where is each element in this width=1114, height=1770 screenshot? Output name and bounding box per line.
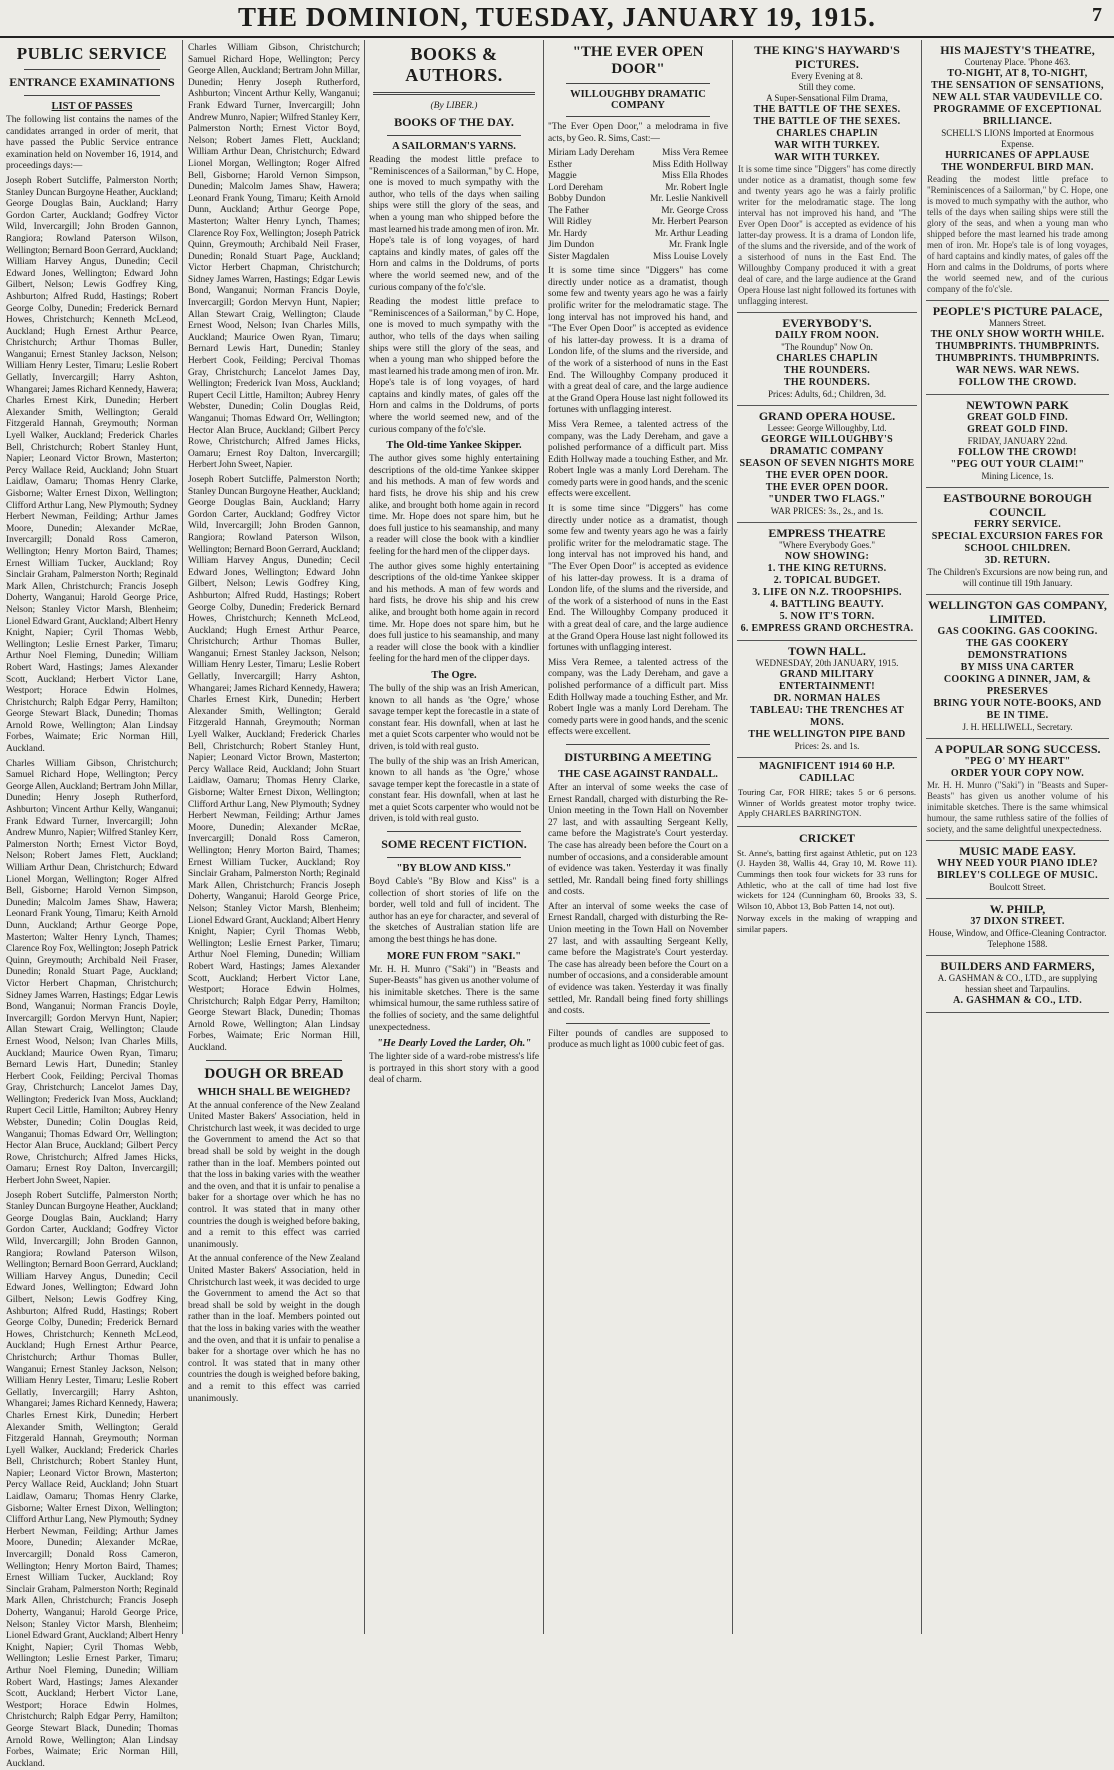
cast-role: Mr. Hardy [548,228,588,239]
column-rule [543,40,544,1634]
ad-heading: WELLINGTON GAS COMPANY, LIMITED. [928,598,1107,626]
cast-role: Esther [548,159,572,170]
article-body: The bully of the ship was an Irish American, known to all hands as 'the Ogre,' whose savage temper kept the forecastle in a state of constant fear. His downfall, when at last he met a quiet Scots carpenter who would not be driven, is told with real gusto. [369,683,539,752]
ad-line: 6. EMPRESS GRAND ORCHESTRA. [740,623,914,634]
article-heading: PUBLIC SERVICE [16,44,168,63]
column-amusements-2 [926,40,1109,1636]
ad-line: GREAT GOLD FIND. [967,424,1068,435]
ad-heading: BUILDERS AND FARMERS, [940,959,1095,973]
ad-line: THUMBPRINTS. THUMBPRINTS. [935,353,1100,364]
article-subheading: "BY BLOW AND KISS." [396,863,512,875]
ad-peoples-picture-palace [926,301,1109,395]
article-body: St. Anne's, batting first against Athletic, put on 123 (J. Hayden 38, Wallis 44, Gray 10, M. Rowe 11). Cummings then took four wickets for 33 runs for Athletic, who at the call of time had lost five wickets for 124 (Cunningham 60, Brooks 33, S. Wilson 10, Abbot 13, Bob Patten 14, not out). [737,847,917,911]
article-body: It is some time since "Diggers" has come directly under notice as a dramatist, though some few and twenty years ago he was a fairly prolific writer for the melodramatic stage. The long interval has not improved his hand, and "The Ever Open Door" is accepted as evidence of his latter-day prowess. It is a drama of London life, of the slums and the riverside, and of the work of a sisterhood of nuns in the East End. The Willoughby Company produced it with a great deal of care, and the large audience at the Grand Opera House last night followed its fortunes with unflagging interest. [548,266,728,416]
ad-line: A. GASHMAN & CO., LTD. [952,995,1083,1006]
ad-line: Every Evening at 8. [791,71,863,81]
ad-town-hall [737,641,917,758]
ad-line: SCHELL'S LIONS Imported at Enormous Expense. [941,128,1094,149]
ad-line: Prices: 2s. and 1s. [794,741,860,751]
ad-line: NEW ALL STAR VAUDEVILLE CO. [932,92,1103,103]
ad-heading: PEOPLE'S PICTURE PALACE, [932,304,1103,318]
cast-row [548,148,728,160]
ad-his-majestys [926,40,1109,301]
ad-line: Telephone 1588. [987,939,1048,949]
cast-row [548,171,728,183]
ad-everybodys [737,313,917,406]
ad-cadillac-hire [737,758,917,827]
ad-fill: Mr. H. H. Munro ("Saki") in "Beasts and Super-Beasts" has given us another volume of his inimitable sketches. There is the same whimsical humour, the same ruthless satire of the follies of society, and the same delightful unexpectedness. [927,780,1108,834]
cast-role: Sister Magdalen [548,251,610,262]
ad-line: DR. NORMAN HALES [773,693,881,704]
ad-line: THE BATTLE OF THE SEXES. [753,116,901,127]
ad-line: FOLLOW THE CROWD. [958,377,1077,388]
ad-line: The Children's Excursions are now being run, and will continue till 19th January. [927,567,1108,588]
cast-row [548,240,728,252]
ad-line: GAS COOKING. GAS COOKING. [937,626,1098,637]
ad-line: HURRICANES OF APPLAUSE [945,150,1090,161]
ad-kings-theatre [737,40,917,313]
ad-line: WEDNESDAY, 20th JANUARY, 1915. [755,658,899,668]
ad-line: SEASON OF SEVEN NIGHTS MORE [739,458,915,469]
ad-line: J. H. HELLIWELL, Secretary. [962,722,1073,732]
cast-role: Miriam Lady Dereham [548,148,635,159]
ad-line: "PEG OUT YOUR CLAIM!" [950,459,1085,470]
ad-line: 1. THE KING RETURNS. [767,563,887,574]
column-public-service [6,40,178,1769]
article-body: The lighter side of a ward-robe mistress's life is portrayed in this short story with a good deal of charm. [369,1052,539,1086]
article-subheading: WILLOUGHBY DRAMATIC COMPANY [570,89,706,111]
article-heading: CRICKET [798,830,855,845]
cast-row [548,252,728,264]
ad-line: Prices: Adults, 6d.; Children, 3d. [768,389,886,399]
cast-row [548,194,728,206]
ad-eastbourne-ferry [926,488,1109,595]
ad-heading: EVERYBODY'S. [782,316,872,330]
ad-line: THE ONLY SHOW WORTH WHILE. [930,329,1105,340]
cast-actor: Mr. Leslie Nankivell [650,194,728,205]
ad-line: "UNDER TWO FLAGS." [768,494,886,505]
ad-line: WAR WITH TURKEY. [774,152,880,163]
article-subheading: THE CASE AGAINST RANDALL. [558,768,718,780]
pass-list-continued: Charles William Gibson, Christchurch; Samuel Richard Hope, Wellington; Percy George Allen, Auckland; Bertram John Millar, Dunedin; Henry Joseph Rutherford, Ashburton; Vincent Arthur Kelly, Wanganui; Frank Edward Turner, Invercargill; John Andrew Munro, Napier; Wilfred Stanley Kerr, Palmerston North; Ernest Victor Boyd, Nelson; Robert James Flett, Auckland; William Arthur Dean, Christchurch; Edward Lionel Morgan, Wellington; Roger Alfred Bell, Gisborne; Harold Vernon Simpson, Dunedin; Malcolm James Shaw, Hawera; Leonard Frank Young, Timaru; Keith Arnold Dunn, Auckland; Arthur George Pope, Masterton; Walter Henry Lynch, Thames; Clarence Roy Fox, Wellington; Joseph Patrick Quinn, Greymouth; Archibald Neil Fraser, Dunedin; Ronald Stuart Page, Auckland; Victor Herbert Chapman, Christchurch; Sidney James Warren, Hastings; Edgar Lewis Bond, Wanganui; Norman Francis Doyle, Invercargill; Gordon Mervyn Hunt, Napier; Allan Stewart Craig, Wellington; Claude Ernest Wood, Nelson; Ivan Charles Mills, Auckland; Maurice Owen Ryan, Timaru; Bernard Lewis Hart, Dunedin; Stanley Herbert Cook, Feilding; Percival Thomas Gray, Christchurch; Lancelot James Day, Wellington; Frederick Ivan Moss, Auckland; Rupert Cecil Little, Hamilton; Aubrey Henry Webster, Dunedin; Colin Douglas Reid, Wanganui; Thomas Edward Orr, Wellington; Hector Alan Bruce, Auckland; Gilbert Percy Rowe, Christchurch; Alfred James Hicks, Oamaru; Ernest Roy Dalton, Invercargill; Herbert John Sweet, Napier. [6,758,178,1187]
ad-line: THE SENSATION OF SENSATIONS, [931,80,1104,91]
column-ever-open-door [548,40,728,1636]
article-body: After an interval of some weeks the case of Ernest Randall, charged with disturbing the Re-Union meeting in the Town Hall on November 27 last, and with assaulting Sergeant Kelly, came before the Magistrate's Court yesterday. The case has already been before the Court on a number of occasions, and a considerable amount of evidence was taken. Yesterday it was finally settled, Mr. Randall being fined forty shillings and costs. [548,782,728,898]
ad-line: CHARLES CHAPLIN [776,353,878,364]
ad-line: THE ROUNDERS. [783,365,871,376]
ad-line: THE EVER OPEN DOOR. [765,482,889,493]
column-books [369,40,539,1636]
article-body: Boyd Cable's "By Blow and Kiss" is a collection of short stories of life on the border, well told and full of incident. The author has an eye for character, and several of the sketches of Australian station life are among the best things he has done. [369,877,539,946]
ad-line: NOW SHOWING: [784,551,870,562]
article-body: "The Ever Open Door," a melodrama in five acts, by Geo. R. Sims, Cast:— [548,122,728,144]
ad-line: "The Roundup" Now On. [781,342,873,352]
ad-heading: MAGNIFICENT 1914 60 H.P. CADILLAC [759,761,895,784]
cast-actor: Mr. Arthur Leading [654,228,728,239]
list-title: LIST OF PASSES [51,101,133,112]
ad-music [926,841,1109,899]
cast-actor: Miss Edith Hollway [652,159,728,170]
ad-heading: A POPULAR SONG SUCCESS. [934,742,1101,756]
ad-text: Touring Car, FOR HIRE; takes 5 or 6 persons. Winner of Worlds greatest motor trophy twice. Apply CHARLES BARRINGTON. [738,787,916,819]
cast-list [548,148,728,263]
ad-song [926,739,1109,841]
ad-line: CHARLES CHAPLIN [776,128,878,139]
ad-heading: EASTBOURNE BOROUGH COUNCIL [943,491,1092,519]
ad-heading: GRAND OPERA HOUSE. [758,409,896,423]
cast-role: Jim Dundon [548,240,595,251]
column-amusements-1 [737,40,917,1636]
pass-list-continued: Charles William Gibson, Christchurch; Samuel Richard Hope, Wellington; Percy George Allen, Auckland; Bertram John Millar, Dunedin; Henry Joseph Rutherford, Ashburton; Vincent Arthur Kelly, Wanganui; Frank Edward Turner, Invercargill; John Andrew Munro, Napier; Wilfred Stanley Kerr, Palmerston North; Ernest Victor Boyd, Nelson; Robert James Flett, Auckland; William Arthur Dean, Christchurch; Edward Lionel Morgan, Wellington; Roger Alfred Bell, Gisborne; Harold Vernon Simpson, Dunedin; Malcolm James Shaw, Hawera; Leonard Frank Young, Timaru; Keith Arnold Dunn, Auckland; Arthur George Pope, Masterton; Walter Henry Lynch, Thames; Clarence Roy Fox, Wellington; Joseph Patrick Quinn, Greymouth; Archibald Neil Fraser, Dunedin; Ronald Stuart Page, Auckland; Victor Herbert Chapman, Christchurch; Sidney James Warren, Hastings; Edgar Lewis Bond, Wanganui; Norman Francis Doyle, Invercargill; Gordon Mervyn Hunt, Napier; Allan Stewart Craig, Wellington; Claude Ernest Wood, Nelson; Ivan Charles Mills, Auckland; Maurice Owen Ryan, Timaru; Bernard Lewis Hart, Dunedin; Stanley Herbert Cook, Feilding; Percival Thomas Gray, Christchurch; Lancelot James Day, Wellington; Frederick Ivan Moss, Auckland; Rupert Cecil Little, Hamilton; Aubrey Henry Webster, Dunedin; Colin Douglas Reid, Wanganui; Thomas Edward Orr, Wellington; Hector Alan Bruce, Auckland; Gilbert Percy Rowe, Christchurch; Alfred James Hicks, Oamaru; Ernest Roy Dalton, Invercargill; Herbert John Sweet, Napier. [188,43,360,471]
ad-line: Courtenay Place. 'Phone 463. [964,57,1071,67]
article-subheading: A SAILORMAN'S YARNS. [392,141,516,152]
column-rule [732,40,733,1634]
cast-role: Will Ridley [548,217,592,228]
ad-line: BRING YOUR NOTE-BOOKS, AND BE IN TIME. [933,698,1102,721]
ad-heading: TOWN HALL. [788,644,866,658]
article-body: Miss Vera Remee, a talented actress of the company, was the Lady Dereham, and gave a polished performance of a difficult part. Miss Edith Hollway made a touching Esther, and Mr. Robert Ingle was a manly Lord Dereham. The comedy parts were in good hands, and the scenic effects were excellent. [548,419,728,500]
ad-line: THE WONDERFUL BIRD MAN. [941,162,1094,173]
ad-line: THE WELLINGTON PIPE BAND [748,729,906,740]
ad-line: FRIDAY, JANUARY 22nd. [967,436,1068,446]
cast-actor: Mr. Frank Ingle [668,240,728,251]
ad-line: Lessee: George Willoughby, Ltd. [767,423,887,433]
ad-line: "Where Everybody Goes." [778,540,876,550]
ad-line: COOKING A DINNER, JAM, & PRESERVES [943,674,1092,697]
article-body: The author gives some highly entertaining descriptions of the old-time Yankee skipper and his methods. A man of few words and hard fists, he drove his ship and his crew alike, and brought both home again in record time. Mr. Hope does not spare him, but he does full justice to his seamanship, and many a reader will close the book with a kindlier feeling for the hard men of the clipper days. [369,454,539,557]
ad-heading: NEWTOWN PARK [966,398,1069,412]
article-subheading: "He Dearly Loved the Larder, Oh." [376,1038,532,1050]
ad-builders [926,956,1109,1013]
cast-role: Maggie [548,171,577,182]
ad-line: 4. BATTLING BEAUTY. [770,599,884,610]
masthead [0,0,1114,38]
ad-line: GREAT GOLD FIND. [967,412,1068,423]
ad-line: WAR PRICES: 3s., 2s., and 1s. [770,506,884,516]
ad-line: GEORGE WILLOUGHBY'S DRAMATIC COMPANY [761,434,893,457]
column-rule [364,40,365,1634]
ad-line: WHY NEED YOUR PIANO IDLE? [937,858,1098,869]
ad-line: FOLLOW THE CROWD! [958,447,1077,458]
ad-line: 2. TOPICAL BUDGET. [773,575,881,586]
ad-line: Boulcott Street. [989,882,1046,892]
byline: (By LIBER.) [430,101,478,111]
article-body: It is some time since "Diggers" has come directly under notice as a dramatist, though some few and twenty years ago he was a fairly prolific writer for the melodramatic stage. The long interval has not improved his hand, and "The Ever Open Door" is accepted as evidence of his latter-day prowess. It is a drama of London life, of the slums and the riverside, and of the work of a sisterhood of nuns in the East End. The Willoughby Company produced it with a great deal of care, and the large audience at the Grand Opera House last night followed its fortunes with unflagging interest. [548,504,728,654]
pass-list-repeat: Joseph Robert Sutcliffe, Palmerston North; Stanley Duncan Burgoyne Heather, Auckland; George Douglas Bain, Auckland; Harry Gordon Carter, Auckland; Godfrey Victor Wild, Invercargill; John Broden Gannon, Rangiora; Rowland Paterson Wilson, Wellington; Bernard Boon Gerrard, Auckland; William Harvey Angus, Dunedin; Cecil Edward Jones, Wellington; Edward John Gilbert, Nelson; Lewis Godfrey King, Ashburton; Alfred Rudd, Hastings; Robert George Colby, Dunedin; Frederick Bernard Howes, Christchurch; Kenneth McLeod, Auckland; Hugh Ernest Arthur Pearce, Christchurch; Arthur Thomas Buller, Wanganui; Ernest Stanley Jackson, Nelson; William Henry Lester, Timaru; Leslie Robert Gellatly, Invercargill; Harry Ashton, Whangarei; James Richard Kennedy, Hawera; Charles Ernest Kirk, Dunedin; Herbert Alexander Smith, Wellington; Gerald Fitzgerald Hannah, Greymouth; Norman Lyell Walker, Auckland; Frederick Charles Bell, Christchurch; Robert Stanley Hunt, Napier; Leonard Victor Brown, Masterton; Percy Wallace Reid, Auckland; John Stuart Laidlaw, Oamaru; Thomas Henry Clarke, Gisborne; Walter Ernest Dixon, Wellington; Clifford Arthur Lang, New Plymouth; Sydney Herbert Newman, Feilding; Arthur James Moore, Dunedin; Alexander McRae, Invercargill; Donald Ross Cameron, Wellington; Henry Morton Baird, Thames; Ernest William Tucker, Auckland; Roy Sinclair Graham, Palmerston North; Reginald Mark Allen, Christchurch; Francis Joseph Doherty, Wanganui; Harold George Price, Nelson; Stanley Victor Marsh, Blenheim; Lionel Edward Grant, Auckland; Albert Henry Knight, Napier; Cyril Thomas Webb, Wellington; Leslie Ernest Parker, Timaru; Arthur Noel Fleming, Dunedin; William Robert Ward, Hastings; James Alexander Scott, Auckland; Herbert Victor Lane, Westport; Horace Edwin Holmes, Christchurch; Ralph Edgar Perry, Hamilton; George Stewart Black, Dunedin; Thomas Arnold Rowe, Wellington; Alan Lindsay Forbes, Waimate; Eric Norman Hill, Auckland. [6,1190,178,1769]
ad-line: FERRY SERVICE. [973,519,1062,530]
ad-line: Still they come. [798,82,856,92]
masthead-title: THE DOMINION, TUESDAY, JANUARY 19, 1915. [238,2,876,32]
cast-actor: Miss Louise Lovely [653,251,728,262]
article-heading: "THE EVER OPEN DOOR" [572,44,704,77]
article-body: Mr. H. H. Munro ("Saki") in "Beasts and Super-Beasts" has given us another volume of his inimitable sketches. There is the same whimsical humour, the same ruthless satire of the follies of society, and the same delightful unexpectedness. [369,964,539,1033]
cast-row [548,206,728,218]
article-body: Miss Vera Remee, a talented actress of the company, was the Lady Dereham, and gave a polished performance of a difficult part. Miss Edith Hollway made a touching Esther, and Mr. Robert Ingle was a manly Lord Dereham. The comedy parts were in good hands, and the scenic effects were excellent. [548,657,728,738]
ad-line: THE BATTLE OF THE SEXES. [753,104,901,115]
cast-actor: Mr. George Cross [661,205,728,216]
cast-row [548,217,728,229]
ad-line: GRAND MILITARY ENTERTAINMENT! [779,669,875,692]
cast-actor: Mr. Robert Ingle [665,182,728,193]
ad-line: THUMBPRINTS. THUMBPRINTS. [935,341,1100,352]
ad-line: TO-NIGHT, AT 8, TO-NIGHT, [947,68,1088,79]
article-body: The bully of the ship was an Irish American, known to all hands as 'the Ogre,' whose savage temper kept the forecastle in a state of constant fear. His downfall, when at last he met a quiet Scots carpenter who would not be driven, is told with real gusto. [369,756,539,825]
article-body: Reading the modest little preface to "Reminiscences of a Sailorman," by C. Hope, one is moved to much sympathy with the author, who tells of the days when sailing ships were still the glory of the seas, and when a young man who shipped before the mast learned his trade among men of iron. Mr. Hope's tale is of long voyages, of hard captains and kindly mates, of gales off the Horn and calms in the Doldrums, of ports where the world seemed new, and of the curious company of the fo'c'sle. [369,297,539,435]
ad-wellington-gas [926,595,1109,739]
ad-line: 37 DIXON STREET. [970,916,1065,927]
article-intro: The following list contains the names of the candidates arranged in order of merit, that have passed the Public Service entrance examination held on November 16, 1914, and proceedings days:— [6,115,178,172]
article-subheading: WHICH SHALL BE WEIGHED? [197,1086,351,1098]
article-subheading: The Old-time Yankee Skipper. [386,440,522,452]
section-title: BOOKS OF THE DAY. [394,115,514,129]
section-heading: BOOKS & AUTHORS. [405,44,503,85]
article-body: The author gives some highly entertaining descriptions of the old-time Yankee skipper and his methods. A man of few words and hard fists, he drove his ship and his crew alike, and brought both home again in record time. Mr. Hope does not spare him, but he does full justice to his seamanship, and many a reader will close the book with a kindlier feeling for the hard men of the clipper days. [369,561,539,665]
cast-role: Lord Dereham [548,182,603,193]
column-passes-continued [188,40,360,1636]
cast-actor: Miss Vera Remee [662,148,728,159]
article-body: At the annual conference of the New Zealand United Master Bakers' Association, held in Christchurch last week, it was decided to urge the Government to amend the Act so that bread shall be sold by weight in the dough rather than in the loaf. Members pointed out that the loss in baking varies with the weather and the oven, and that it is unfair to penalise a baker for a shortage over which he has no control. It was stated that in many other countries the dough is weighed before baking, and a remit to this effect was carried unanimously. [188,1100,360,1250]
ad-line: "PEG O' MY HEART" [964,756,1071,767]
ad-line: Mining Licence, 1s. [981,471,1054,481]
pass-list: Joseph Robert Sutcliffe, Palmerston North; Stanley Duncan Burgoyne Heather, Auckland; George Douglas Bain, Auckland; Harry Gordon Carter, Auckland; Godfrey Victor Wild, Invercargill; John Broden Gannon, Rangiora; Rowland Paterson Wilson, Wellington; Bernard Boon Gerrard, Auckland; William Harvey Angus, Dunedin; Cecil Edward Jones, Wellington; Edward John Gilbert, Nelson; Lewis Godfrey King, Ashburton; Alfred Rudd, Hastings; Robert George Colby, Dunedin; Frederick Bernard Howes, Christchurch; Kenneth McLeod, Auckland; Hugh Ernest Arthur Pearce, Christchurch; Arthur Thomas Buller, Wanganui; Ernest Stanley Jackson, Nelson; William Henry Lester, Timaru; Leslie Robert Gellatly, Invercargill; Harry Ashton, Whangarei; James Richard Kennedy, Hawera; Charles Ernest Kirk, Dunedin; Herbert Alexander Smith, Wellington; Gerald Fitzgerald Hannah, Greymouth; Norman Lyell Walker, Auckland; Frederick Charles Bell, Christchurch; Robert Stanley Hunt, Napier; Leonard Victor Brown, Masterton; Percy Wallace Reid, Auckland; John Stuart Laidlaw, Oamaru; Thomas Henry Clarke, Gisborne; Walter Ernest Dixon, Wellington; Clifford Arthur Lang, New Plymouth; Sydney Herbert Newman, Feilding; Arthur James Moore, Dunedin; Alexander McRae, Invercargill; Donald Ross Cameron, Wellington; Henry Morton Baird, Thames; Ernest William Tucker, Auckland; Roy Sinclair Graham, Palmerston North; Reginald Mark Allen, Christchurch; Francis Joseph Doherty, Wanganui; Harold George Price, Nelson; Stanley Victor Marsh, Blenheim; Lionel Edward Grant, Auckland; Albert Henry Knight, Napier; Cyril Thomas Webb, Wellington; Leslie Ernest Parker, Timaru; Arthur Noel Fleming, Dunedin; William Robert Ward, Hastings; James Alexander Scott, Auckland; Herbert Victor Lane, Westport; Horace Edwin Holmes, Christchurch; Ralph Edgar Perry, Hamilton; George Stewart Black, Dunedin; Thomas Arnold Rowe, Wellington; Alan Lindsay Forbes, Waimate; Eric Norman Hill, Auckland. [6,175,178,755]
cast-role: Bobby Dundon [548,194,606,205]
ad-heading: EMPRESS THEATRE [768,526,886,540]
article-body: At the annual conference of the New Zealand United Master Bakers' Association, held in Christchurch last week, it was decided to urge the Government to amend the Act so that bread shall be sold by weight in the dough rather than in the loaf. Members pointed out that the loss in baking varies with the weather and the oven, and that it is unfair to penalise a baker for a shortage over which he has no control. It was stated that in many other countries the dough is weighed before baking, and a remit to this effect was carried unanimously. [188,1254,360,1404]
article-body: Reading the modest little preface to "Reminiscences of a Sailorman," by C. Hope, one is moved to much sympathy with the author, who tells of the days when sailing ships were still the glory of the seas, and when a young man who shipped before the mast learned his trade among men of iron. Mr. Hope's tale is of long voyages, of hard captains and kindly mates, of gales off the Horn and calms in the Doldrums, of ports where the world seemed new, and of the curious company of the fo'c'sle. [369,155,539,293]
ad-newtown-park [926,395,1109,488]
ad-line: SPECIAL EXCURSION FARES FOR SCHOOL CHILDREN. [931,531,1104,554]
ad-line: PROGRAMME OF EXCEPTIONAL BRILLIANCE. [933,104,1102,127]
ad-line: THE GAS COOKERY DEMONSTRATIONS [966,638,1069,661]
article-body: After an interval of some weeks the case of Ernest Randall, charged with disturbing the Re-Union meeting in the Town Hall on November 27 last, and with assaulting Sergeant Kelly, came before the Magistrate's Court yesterday. The case has already been before the Court on a number of occasions, and a considerable amount of evidence was taken. Yesterday it was finally settled, Mr. Randall being fined forty shillings and costs. [548,901,728,1017]
ad-heading: HIS MAJESTY'S THEATRE, [940,43,1095,57]
ad-line: A. GASHMAN & CO., LTD., are supplying hessian sheet and Tarpaulins. [937,973,1098,994]
ad-line: Manners Street. [989,318,1046,328]
ad-line: DAILY FROM NOON. [775,330,879,341]
ad-heading: MUSIC MADE EASY. [959,844,1076,858]
ad-line: ORDER YOUR COPY NOW. [950,768,1085,779]
ad-line: BIRLEY'S COLLEGE OF MUSIC. [937,870,1098,881]
cast-row [548,229,728,241]
ad-heading: W. PHILP, [989,902,1046,916]
ad-line: THE ROUNDERS. [783,377,871,388]
ad-philp [926,899,1109,956]
section-title: SOME RECENT FICTION. [381,837,527,852]
ad-line: House, Window, and Office-Cleaning Contractor. [928,928,1107,938]
column-rule [921,40,922,1634]
ad-fill: Reading the modest little preface to "Reminiscences of a Sailorman," by C. Hope, one is moved to much sympathy with the author, who tells of the days when sailing ships were still the glory of the seas, and when a young man who shipped before the mast learned his trade among men of iron. Mr. Hope's tale is of long voyages, of hard captains and kindly mates, of gales off the Horn and calms in the Doldrums, of ports where the world seemed new, and of the curious company of the fo'c'sle. [927,174,1108,294]
article-body: Norway excels in the making of wrapping and similar papers. [737,913,917,934]
ad-line: WAR NEWS. WAR NEWS. [955,365,1080,376]
ad-line: 3D. RETURN. [984,555,1051,566]
article-subheading: The Ogre. [431,669,477,681]
article-subheading: ENTRANCE EXAMINATIONS [9,75,175,89]
ad-grand-opera-house [737,406,917,523]
column-rule [182,40,183,1634]
ad-line: 3. LIFE ON N.Z. TROOPSHIPS. [752,587,902,598]
article-body: Filter pounds of candles are supposed to produce as much light as 1000 cubic feet of gas. [548,1028,728,1051]
article-heading: DOUGH OR BREAD [204,1065,344,1082]
ad-line: 5. NOW IT'S TORN. [779,611,875,622]
cast-actor: Miss Ella Rhodes [661,171,728,182]
ad-fill: It is some time since "Diggers" has come directly under notice as a dramatist, though some few and twenty years ago he was a fairly prolific writer for the melodramatic stage. The long interval has not improved his hand, and "The Ever Open Door" is accepted as evidence of his latter-day prowess. It is a drama of London life, of the slums and the riverside, and of the work of a sisterhood of nuns in the East End. The Willoughby Company produced it with a great deal of care, and the large audience at the Grand Opera House last night followed its fortunes with unflagging interest. [738,164,916,306]
ad-line: TABLEAU: THE TRENCHES AT MONS. [749,705,904,728]
ad-line: WAR WITH TURKEY. [774,140,880,151]
pass-list: Joseph Robert Sutcliffe, Palmerston North; Stanley Duncan Burgoyne Heather, Auckland; George Douglas Bain, Auckland; Harry Gordon Carter, Auckland; Godfrey Victor Wild, Invercargill; John Broden Gannon, Rangiora; Rowland Paterson Wilson, Wellington; Bernard Boon Gerrard, Auckland; William Harvey Angus, Dunedin; Cecil Edward Jones, Wellington; Edward John Gilbert, Nelson; Lewis Godfrey King, Ashburton; Alfred Rudd, Hastings; Robert George Colby, Dunedin; Frederick Bernard Howes, Christchurch; Kenneth McLeod, Auckland; Hugh Ernest Arthur Pearce, Christchurch; Arthur Thomas Buller, Wanganui; Ernest Stanley Jackson, Nelson; William Henry Lester, Timaru; Leslie Robert Gellatly, Invercargill; Harry Ashton, Whangarei; James Richard Kennedy, Hawera; Charles Ernest Kirk, Dunedin; Herbert Alexander Smith, Wellington; Gerald Fitzgerald Hannah, Greymouth; Norman Lyell Walker, Auckland; Frederick Charles Bell, Christchurch; Robert Stanley Hunt, Napier; Leonard Victor Brown, Masterton; Percy Wallace Reid, Auckland; John Stuart Laidlaw, Oamaru; Thomas Henry Clarke, Gisborne; Walter Ernest Dixon, Wellington; Clifford Arthur Lang, New Plymouth; Sydney Herbert Newman, Feilding; Arthur James Moore, Dunedin; Alexander McRae, Invercargill; Donald Ross Cameron, Wellington; Henry Morton Baird, Thames; Ernest William Tucker, Auckland; Roy Sinclair Graham, Palmerston North; Reginald Mark Allen, Christchurch; Francis Joseph Doherty, Wanganui; Harold George Price, Nelson; Stanley Victor Marsh, Blenheim; Lionel Edward Grant, Auckland; Albert Henry Knight, Napier; Cyril Thomas Webb, Wellington; Leslie Ernest Parker, Timaru; Arthur Noel Fleming, Dunedin; William Robert Ward, Hastings; James Alexander Scott, Auckland; Herbert Victor Lane, Westport; Horace Edwin Holmes, Christchurch; Ralph Edgar Perry, Hamilton; George Stewart Black, Dunedin; Thomas Arnold Rowe, Wellington; Alan Lindsay Forbes, Waimate; Eric Norman Hill, Auckland. [188,474,360,1054]
ad-line: BY MISS UNA CARTER [960,662,1075,673]
cast-actor: Mr. Herbert Pearson [651,217,728,228]
ad-empress-theatre [737,523,917,641]
ad-line: THE EVER OPEN DOOR. [765,470,889,481]
ad-line: A Super-Sensational Film Drama, [766,93,888,103]
article-subheading: MORE FUN FROM "SAKI." [386,950,522,962]
article-heading: DISTURBING A MEETING [564,749,712,764]
cast-role: The Father [548,205,589,216]
page-number: 7 [1092,4,1102,26]
cast-row [548,183,728,195]
cast-row [548,160,728,172]
ad-heading: THE KING'S HAYWARD'S PICTURES. [754,43,900,71]
